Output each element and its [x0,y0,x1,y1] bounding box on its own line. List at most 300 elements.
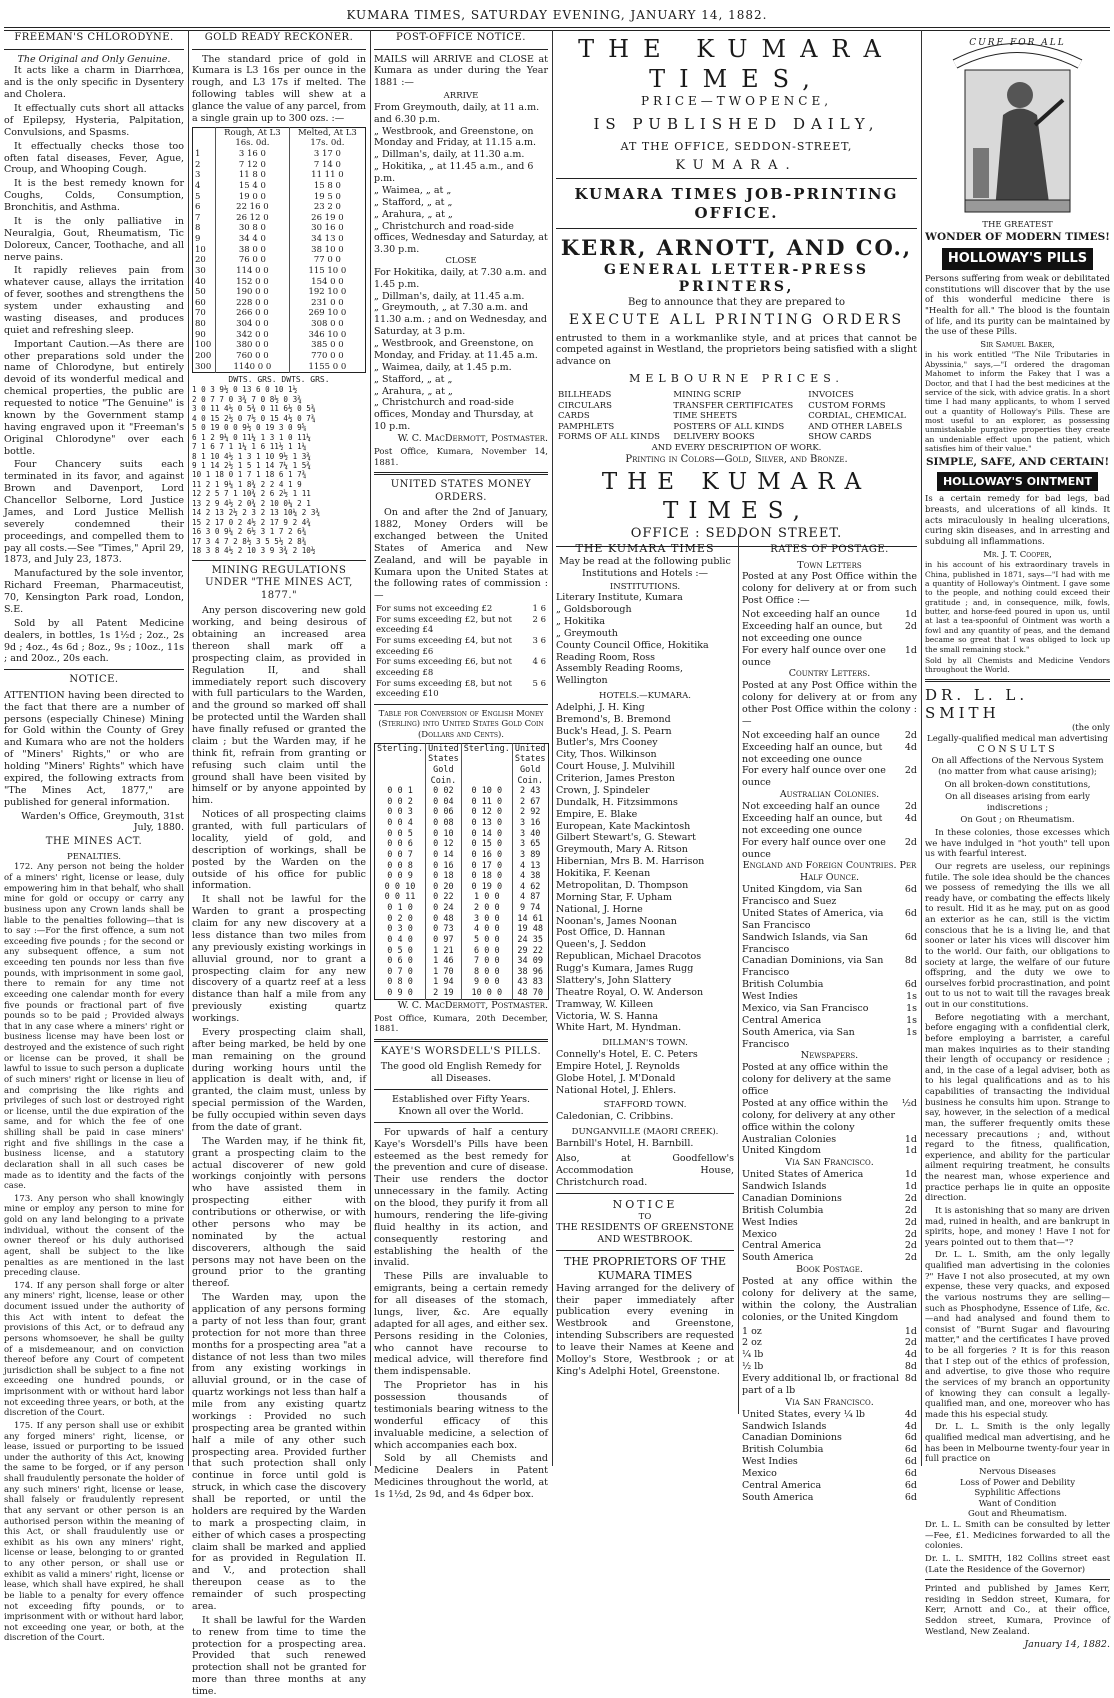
country-rates [742,730,917,789]
paragraph: Four Chancery suits each terminated in its favor, and against Brown and Davenport, Lord Chancellor Selborne, Lord Justice James, and Lord Justice Mellish severely condemned their proceedings, and compelled them to pay all costs.—See "Times," April 29, 1873, and July 23, 1873. [4,459,184,566]
rate-value: 8d [904,1361,917,1373]
rate-label: Not exceeding half an ounce [742,729,880,741]
institutions-label: INSTITUTIONS. [609,581,681,592]
table-cell: 1 [195,149,201,159]
table-cell: 0 1 0 [387,903,413,913]
list-item: 16 3 0 9¼ 2 6½ 3 1 7 2 6¾ [192,527,307,537]
kumara-times-title: THE KUMARA TIMES, [578,35,895,93]
rate-label: ½ lb [742,1361,764,1373]
table-cell: 114 0 0 [216,266,290,277]
rate-value: 4d [904,1420,917,1432]
dwt-rows [192,385,366,556]
column-4 [556,34,917,1503]
job-printing: KUMARA TIMES JOB-PRINTING OFFICE. [574,184,899,222]
table-row [375,850,549,861]
paragraph: 175. If any person shall use or exhibit any forged miners' right, license, or lease, issued or purporting to be issued under the authority of this Act, knowing the same to be forged, or if any person shall fraudulently personate the holder of any such miners' right, license or lease, shall falsely or fraudulently represent that any servant or other person is an authorised person within the meaning of this Act, or shall fraudulently use or exhibit as his own any miners' right, license or lease, belonging to or granted to any other person, or shall use or exhibit as valid a miners' right, license or lease, which shall have expired, he shall be liable to a penalty for every offence not exceeding fifty pounds, or to imprisonment with or without hard labor, not exceeding one year, or both, at the discretion of the Court. [4,1420,184,1644]
rate-row [742,765,917,789]
table-cell: 0 4 0 [387,934,413,945]
table-cell: 34 09 [512,956,548,967]
paragraph: Our regrets are useless, our repinings futile. The sole idea should be the chances we possess of remedying the ills we all ready have, or combating the effects likely to result. Hid it as he may, put on as good an exterior as he can, still is the victim conscious that he is a living lie, and that sooner or later his vices will discover him to the world. Our faith, our obligations to society at large, the welfare of our future offspring, and the duty we owe to ourselves forbid procrastination, and point out to us not to wait till the ravages break out in our constitutions. [925,861,1110,1010]
rate-label: For sums exceeding £8, but not exceeding £10 [376,678,512,700]
rate-row [742,645,917,669]
imprint: Printed and published by James Kerr, residing in Seddon street, Kumara, for Kerr, Arnott and Co., at their office, Seddon street, Kumara, Province of Westland, New Zealand. [925,1584,1110,1637]
table-cell: 0 0 3 [387,807,413,818]
rate-row [742,813,917,837]
table-cell: 0 9 0 [387,988,413,998]
rate-value: 3 6 [532,636,546,646]
table-row [374,679,548,700]
table-cell: 4 87 [512,892,548,903]
list-item: 1 0 3 9½ 0 13 6 0 10 1½ [192,385,298,395]
town-text: Posted at any Post Office within the colony for delivery at or from such Post Office :— [742,571,917,607]
table-cell: 7 14 0 [289,160,365,171]
table-cell: CUSTOM FORMS [808,400,886,411]
table-row [375,871,549,882]
table-cell: 38 0 0 [216,245,290,256]
table-row [375,892,549,903]
rate-row [742,1169,917,1181]
list-item: Barnbill's Hotel, H. Barnbill. [556,1137,694,1149]
table-cell: 0 14 [426,850,462,861]
table-row [374,636,548,657]
table-cell: 8 [195,223,201,234]
masthead-rule [4,27,1110,28]
table-cell: MINING SCRIP [673,389,741,400]
list-item: 12 2 5 7 1 10¾ 2 6 2½ 1 11 [192,489,311,499]
table-cell: 0 0 1 [387,786,413,797]
table-cell: 0 48 [426,914,462,925]
arrive-label: ARRIVE [443,91,479,102]
rate-label: South America [742,1491,814,1503]
table-cell: 38 10 0 [289,245,365,256]
table-cell: 23 2 0 [289,202,365,213]
proprietors: THE PROPRIETORS OF THE KUMARA TIMES [564,1255,726,1282]
rate-value: 6d [904,1432,917,1444]
reckoner-intro: The standard price of gold in Kumara is L3 16s per ounce in the rough, and L3 17s if melted. The following tables will shew at a glance the value of any parcel, from a single grain up to 300 ozs. :— [192,53,366,124]
rate-label: Sandwich Islands [742,1181,827,1192]
rate-value: 6d [904,884,917,896]
table-cell: INVOICES [808,389,854,400]
table-cell: 0 19 0 [461,882,512,893]
institutions-list [556,592,734,687]
table-cell: 304 0 0 [216,319,290,330]
rate-value: 1s [906,1002,917,1014]
table-cell: 0 0 10 [384,881,416,892]
list-item: Criterion, James Preston [556,773,675,784]
rate-label: West Indies [742,991,798,1002]
column-1 [4,30,184,1644]
table-cell: 3 40 [512,829,548,840]
rate-row [742,1326,917,1338]
column-2 [192,30,366,1698]
table-row [374,657,548,678]
kumara-times-title-2: THE KUMARA TIMES, [601,469,872,524]
table-row [375,956,549,967]
town-rates [742,609,917,668]
table-row [556,401,917,412]
table-cell: 34 13 0 [289,234,365,245]
kaye-title: KAYE'S WORSDELL'S PILLS. [380,1045,542,1057]
table-cell: 0 0 5 [387,828,413,839]
paragraph: The Warden may, upon the application of any persons forming a party of not less than four, grant protection for not more than three months for a prospecting area "at a distance of not less than two miles from any existing workings in alluvial ground, or in the case of quartz workings not less than half a mile from any existing quartz workings : Provided no such prospecting area be granted within half a mile of any other such prospecting area. Provided further that such protection shall only continue in force until gold is struck, in which case the discovery shall be reported, or until the holders are required by the Warden to mark a prospecting claim, in either of which cases a prospecting claim shall be marked and applied for as provided in Regulation II. and V., and protection shall thereupon cease as to the remainder of such prospecting area. [192,1292,366,1612]
paragraph: It shall be lawful for the Warden to renew from time to time the protection for a prospecting area. Provided that such renewed protection shall not be granted for more than three months at any time. [192,1614,366,1698]
list-item: 2 0 7 7 0 3¾ 7 0 8½ 0 3¾ [192,394,302,404]
paragraph: Dr. L. L. Smith is the only legally qualified medical man advertising, and he has been in Melbourne twenty-four year in full practice on [925,1422,1110,1465]
paragraph: It acts like a charm in Diarrhœa, and is the only specific in Dysentery and Cholera. [4,65,184,101]
table-cell: 90 [195,329,206,340]
table-cell: 0 0 9 [387,871,413,882]
table-row [375,797,549,808]
rate-value: 1s [906,991,917,1002]
rate-label: For sums not exceeding £2 [376,604,493,615]
paragraph: The Proprietor has in his possession thousands of testimonials bearing witness to the wonderful efficacy of this invaluable medicine, a selection of which accompanies each box. [374,1380,548,1451]
postage-rates [742,542,917,1504]
paragraph: Every prospecting claim shall, after being marked, be held by one man remaining on the ground during working hours until the application is dealt with, and, if granted, the claim must, unless by special permission of the Warden, be fully occupied within seven days from the date of grant. [192,1026,366,1133]
paragraph: Sold by all Chemists and Medicine Dealers in Patent Medicines throughout the world, at 1s 1½d, 2s 9d, and 4s 6dper box. [374,1453,548,1500]
rate-value: 4d [904,741,917,753]
table-cell: 2 0 0 [461,903,512,914]
rate-row [742,908,917,932]
table-cell: 1155 0 0 [289,362,365,373]
table-row [193,149,366,160]
printing-colors: Printing in Colors—Gold, Silver, and Bronze. [625,453,848,465]
execute-orders: EXECUTE ALL PRINTING ORDERS [568,312,905,328]
rate-row [742,1361,917,1373]
paragraph: It effectually cuts short all attacks of Epilepsy, Hysteria, Palpitation, Convulsions, and Spasms. [4,103,184,138]
rate-value: 2d [904,1204,917,1216]
list-item: 18 3 8 4½ 2 10 3 9 3¾ 2 10½ [192,546,316,556]
list-item: 13 2 9 4½ 2 0¾ 2 10 0¼ 2 1 [192,498,311,508]
rate-label: Central America [742,1014,822,1026]
table-cell: 0 0 4 [387,818,413,828]
table-cell: 30 16 0 [289,223,365,234]
list-item: „ Greymouth, „ at 7.30 a.m. and 11.30 a.m. ; and on Wednesday, and Saturday, at 3 p.m. [374,302,547,338]
list-item: „ Christchurch and road-side offices, Wednesday and Saturday, at 3.30 p.m. [374,220,548,256]
rate-label: West Indies [742,1216,798,1228]
rate-value: 6d [904,931,917,943]
list-item: Bremond's, B. Bremond [556,713,671,725]
list-item: 11 2 1 9¼ 1 8¾ 2 2 4 1 9 [192,479,302,489]
paragraph: Notices of all prospecting claims granted, with full particulars of locality, yield of gold, and description of workings, shall be posted by the Warden on the outside of his office for public information. [192,809,366,892]
list-item: Empire Hotel, J. Reynolds [556,1060,680,1072]
list-item: 5 0 19 0 0 9½ 0 19 3 0 9⅝ [192,423,307,433]
table-cell: BILLHEADS [558,389,612,400]
via-sf-2: Via San Francisco. [785,1396,874,1408]
via-rates [742,1169,917,1264]
paragraph: It effectually checks those too often fatal diseases, Fever, Ague, Croup, and Whooping Cough. [4,140,184,176]
list-item: Connelly's Hotel, E. C. Peters [556,1048,698,1060]
list-item: Dundalk, H. Fitzsimmons [556,796,678,808]
pills-text: Persons suffering from weak or debilitated constitutions will discover that by the use of this wonderful medicine there is "Health for all." The blood is the fountain of life, and its purity can be maintained by the use of these Pills. [925,274,1110,338]
rate-label: Canadian Dominions, via San Francisco [742,955,884,979]
table-cell: 34 4 0 [216,234,290,245]
on-gout: On Gout ; on Rheumatism. [960,815,1075,826]
via2-rates [742,1409,917,1504]
rate-row [742,1421,917,1433]
rate-row [742,1229,917,1241]
table-cell: 0 0 2 [387,796,413,807]
list-item: 6 1 2 9¼ 0 11¼ 1 3 1 0 11¼ [192,432,311,442]
postmaster-sig-2: W. C. MacDermott, Postmaster. [397,999,548,1011]
table-cell: 0 73 [426,924,462,935]
rate-label: Not exceeding half an ounce [742,801,880,812]
table-cell: AND OTHER LABELS [808,421,903,432]
rate-row [742,884,917,908]
rate-row [742,621,917,645]
dr-paragraphs [925,828,1110,1465]
column-6 [925,30,1110,1651]
table-cell: 0 97 [426,935,462,946]
list-item: Reading Room, Ross [556,651,656,663]
residents-to: TO [638,1211,652,1222]
rate-value: 2d [904,1240,917,1252]
rate-value: 8d [904,955,917,967]
stafford-list [556,1111,734,1123]
column-rule [370,30,371,1466]
rate-value: 2 6 [532,614,546,625]
postmaster-date: Post Office, Kumara, November 14, 1881. [374,446,548,468]
rate-label: Exceeding half an ounce, but not exceeding one ounce [742,812,883,836]
rate-label: Not exceeding half an ounce [742,609,880,620]
rate-value: 4d [904,812,917,824]
rate-label: Mexico [742,1468,777,1479]
list-item: 17 3 4 7 2 8½ 3 5 5½ 2 8¾ [192,536,307,546]
list-item: „ Christchurch and road-side offices, Monday and Thursday, at 10 p.m. [374,397,534,433]
notice-text: ATTENTION having been directed to the fact that there are a number of persons (especially Chinese) Mining for Gold within the County of Grey and Kumara who are not the holders of "Miners' Rights," or who are holding "Miners' Rights" which have expired, the following extracts from "The Mines Act, 1877," are published for general information. [4,689,184,808]
table-cell: 11 11 0 [289,170,365,181]
jt-cooper: Mr. J. T. Cooper, [983,549,1052,560]
rate-value: 2d [904,1228,917,1240]
book-postage: Book Postage. [796,1264,863,1276]
table-row [375,839,549,850]
paragraph: It is astonishing that so many are driven mad, ruined in health, and are bankrupt in spirits, hope, and money ! Have I not for years pointed out to them that—"? [925,1205,1110,1248]
residents-notice-title: NOTICE [612,1198,678,1211]
table-cell: 231 0 0 [289,298,365,309]
table-row [193,298,366,309]
dunganville-list [556,1138,734,1150]
table-cell: 1 0 0 [461,892,512,903]
table-row [375,807,549,818]
mines-act-subtitle: PENALTIES. [67,851,121,862]
table-cell: 0 6 0 [387,956,413,967]
firm-name: KERR, ARNOTT, AND CO., [560,235,913,261]
rate-value: 1d [904,1325,917,1337]
rate-row [742,979,917,991]
money-orders-title: UNITED STATES MONEY ORDERS. [390,479,532,503]
rate-row [742,1193,917,1205]
cure-for-all-banner: CURE FOR ALL [969,38,1066,48]
column-rule [921,30,922,1466]
table-row [375,861,549,872]
table-cell: 3 0 0 [461,914,512,925]
postage-title: RATES OF POSTAGE. [770,544,889,555]
table-cell: 38 96 [512,967,548,978]
list-item: Metropolitan, D. Thompson [556,879,689,891]
post-office-intro: MAILS will ARRIVE and CLOSE at Kumara as under during the Year 1881 :— [374,53,548,89]
loss: Loss of Power and Debility [959,1477,1076,1488]
table-cell: 0 12 0 [461,807,512,818]
table-row [193,255,366,266]
list-item: 14 2 13 2½ 2 3 2 13 10¼ 2 3¾ [192,508,321,518]
rate-value: 2d [904,765,917,777]
table-cell: 48 70 [512,988,548,999]
close-label: CLOSE [445,256,477,267]
simple-safe-certain: SIMPLE, SAFE, AND CERTAIN! [925,455,1110,468]
money-orders-intro: On and after the 2nd of January, 1882, Money Orders will be exchanged between the United States of America and New Zealand, and will be payable in Kumara upon the United States at the following rates of commission :— [374,507,548,602]
rate-row [742,1252,917,1264]
table-cell: 0 3 0 [387,924,413,935]
list-item: „ Stafford, „ at „ [374,373,453,385]
rate-row [742,1240,917,1252]
list-item: Crown, J. Spindeler [556,784,650,796]
rate-row [742,1205,917,1217]
list-item: Assembly Reading Rooms, Wellington [556,663,684,687]
table-row [556,432,917,443]
imprint-date: January 14, 1882. [1024,1639,1110,1651]
rate-label: For sums exceeding £4, but not exceeding £6 [376,636,512,657]
list-item: 10 1 18 0 1 7 1 18 6 1 7¾ [192,470,307,480]
list-item: Court House, J. Mulvihill [556,761,675,773]
rate-row [742,837,917,861]
rate-label: United States of America [742,1169,864,1181]
melted-head: Melted, At L3 17s. 0d. [289,127,365,149]
rate-row [742,1349,917,1361]
kumara: KUMARA. [675,157,798,173]
rate-value: 1s [906,1014,917,1026]
table-row [193,245,366,256]
table-row [374,615,548,636]
list-item: Hibernian, Mrs B. M. Harrison [556,856,705,868]
rate-label: Australian Colonies [742,1133,837,1145]
book-rates [742,1326,917,1397]
rate-label: Sandwich Islands, via San Francisco [742,931,868,955]
rate-label: Mexico [742,1228,777,1240]
table-cell: 0 10 [426,829,462,840]
list-item: „ Stafford, „ at „ [374,196,453,208]
table-cell: 5 0 0 [461,935,512,946]
table-cell: 30 [195,265,206,276]
table-row [375,935,549,946]
rate-value: 2d [904,1252,917,1264]
table-cell: 15 8 0 [289,181,365,192]
table-cell: 3 17 0 [289,149,365,160]
rate-value: 5 6 [532,678,546,689]
money-order-rates [374,604,548,700]
table-cell: 380 0 0 [216,340,290,351]
dillman-list [556,1049,734,1097]
rate-value: 2d [904,836,917,848]
column-rule [188,30,189,1466]
table-row [193,170,366,181]
table-cell: 4 13 [512,861,548,872]
notice-signature: Warden's Office, Greymouth, 31st July, 1880. [21,810,184,834]
table-cell: 4 0 0 [461,924,512,935]
paragraph: It shall not be lawful for the Warden to grant a prospecting claim for any new discovery at a less distance than two miles from any previously existing workings in alluvial ground, nor to grant a prospecting claim for any new discovery of a quartz reef at a less distance than half a mile from any previously existing quartz workings. [192,894,366,1025]
rate-value: 4 6 [532,657,546,668]
list-item: Slattery's, John Slattery [556,974,672,986]
australian-rates [742,801,917,860]
table-cell: 0 8 0 [387,977,413,988]
rate-label: Every additional lb, or fractional part of a lb [742,1373,900,1396]
list-item: From Greymouth, daily, at 11 a.m. and 6.30 p.m. [374,101,540,125]
list-item: Morning Star, F. Upham [556,891,672,903]
list-item: 9 1 14 2½ 1 5 1 14 7¼ 1 5¾ [192,461,311,470]
table-cell: 115 10 0 [289,266,365,277]
rate-value: 6d [904,1468,917,1479]
rate-value: 1d [904,1145,917,1157]
table-cell: 154 0 0 [289,277,365,288]
list-item: „ Arahura, „ at „ [374,208,453,220]
wonder-modern-times: WONDER OF MODERN TIMES! [925,230,1110,243]
regulations-title: MINING REGULATIONS UNDER "THE MINES ACT, 1877." [205,564,353,601]
table-cell: 2 92 [512,807,548,818]
table-cell: 0 0 8 [387,860,413,871]
read-intro: May be read at the following public Institutions and Hotels :— [559,555,731,579]
table-row [375,786,549,797]
table-cell: 20 [195,255,206,266]
list-item: Adelphi, J. H. King [556,701,645,713]
rate-row [742,955,917,979]
table-row [556,422,917,433]
rate-value: 1d [904,1133,917,1145]
subcolumn-rule [738,534,739,1414]
rate-value: 1d [904,1169,917,1181]
residents-names: THE RESIDENTS OF GREENSTONE AND WESTBROOK. [556,1222,734,1246]
hotels-list [556,702,734,1035]
table-row [375,967,549,978]
list-item: Empire, E. Blake [556,808,638,820]
table-cell: 40 [195,276,206,287]
table-cell: 0 11 0 [461,797,512,808]
table-cell: 4 38 [512,871,548,882]
holloway-illustration [925,30,1110,220]
table-cell: 50 [195,287,206,298]
table-row [375,903,549,914]
rate-row [742,801,917,813]
table-row [193,266,366,277]
list-item: Butler's, Mrs Cooney [556,737,658,749]
list-item: Globe Hotel, J. M'Donald [556,1072,676,1084]
rate-row [742,1373,917,1397]
table-cell: 770 0 0 [289,351,365,362]
list-item: Hokitika, F. Keenan [556,868,651,879]
rate-row [742,1468,917,1480]
chlorodyne-title: FREEMAN'S CHLORODYNE. [14,32,174,43]
rate-label: South America, via San Francisco [742,1026,855,1050]
rate-label: For sums exceeding £6, but not exceeding £8 [376,657,512,678]
kaye-paragraphs [374,1127,548,1501]
list-item: „ Westbrook, and Greenstone, on Monday and Friday, at 11.15 a.m. [374,125,537,149]
rate-value: 1s [906,1026,917,1038]
list-item: National Hotel, J. Ehlers. [556,1084,677,1096]
table-cell: 1 70 [426,967,462,978]
list-item: „ Waimea, daily, at 1.45 p.m. [374,361,512,373]
dillman-label: DILLMAN'S TOWN. [602,1038,688,1049]
paragraph: For upwards of half a century Kaye's Worsdell's Pills have been esteemed as the best remedy for the prevention and cure of disease. Their use renders the doctor unnecessary in the family. Acting on the blood, they purify it from all humours, rendering the life-giving fluid healthy in its action, and consequently restoring and establishing the health of the invalid. [374,1126,548,1269]
table-cell: 6 [195,202,201,213]
rate-label: Posted at any office within the colony, for delivery at any other office within the colony [742,1097,896,1133]
rate-value: 8d [904,1373,917,1384]
table-cell: 0 0 6 [387,839,413,850]
table-cell: 0 15 0 [461,839,512,850]
rate-value: ½d [901,1097,917,1109]
table-cell: 269 10 0 [289,308,365,319]
table-cell: 1 94 [426,977,462,988]
list-item: Theatre Royal, O. W. Anderson [556,986,704,998]
rate-label: United States, every ¼ lb [742,1408,865,1420]
rate-row [742,1444,917,1456]
table-row [375,977,549,988]
